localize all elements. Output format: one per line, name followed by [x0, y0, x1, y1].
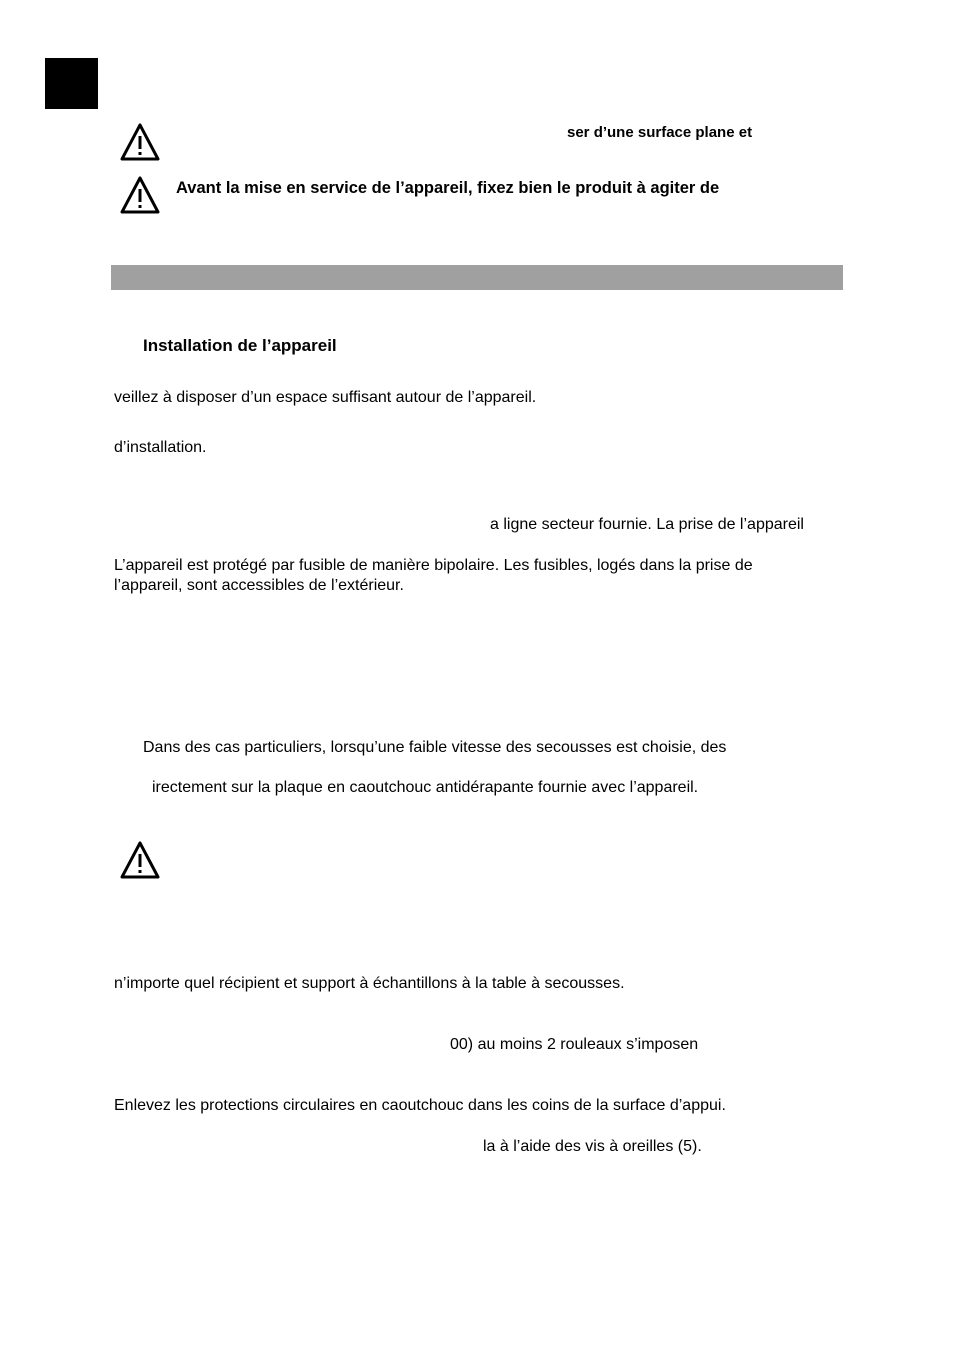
paragraph: irectement sur la plaque en caoutchouc antidérapante fournie avec l’appareil.: [152, 779, 699, 796]
paragraph: L’appareil est protégé par fusible de manière bipolaire. Les fusibles, logés dans la prise de: [114, 557, 753, 574]
paragraph: n’importe quel récipient et support à échantillons à la table à secousses.: [114, 975, 625, 992]
paragraph: veillez à disposer d’un espace suffisant autour de l’appareil.: [114, 389, 537, 406]
warning-text-1: ser d’une surface plane et: [567, 124, 753, 141]
warning-triangle-icon: [119, 840, 161, 880]
warning-triangle-icon: [119, 175, 161, 215]
warning-triangle-icon: [119, 122, 161, 162]
paragraph: 00) au moins 2 rouleaux s’imposen: [450, 1036, 699, 1053]
paragraph: a ligne secteur fournie. La prise de l’appareil: [490, 516, 804, 533]
paragraph: Dans des cas particuliers, lorsqu’une faible vitesse des secousses est choisie, des: [143, 739, 727, 756]
section-header-bar: [111, 265, 843, 290]
paragraph: l’appareil, sont accessibles de l’extérieur.: [114, 577, 404, 594]
paragraph: Enlevez les protections circulaires en caoutchouc dans les coins de la surface d’appui.: [114, 1097, 726, 1114]
paragraph: d’installation.: [114, 439, 207, 456]
section-heading: Installation de l’appareil: [143, 336, 337, 355]
language-tab-marker: [45, 58, 98, 109]
paragraph: la à l’aide des vis à oreilles (5).: [483, 1138, 702, 1155]
warning-text-2: Avant la mise en service de l’appareil, fixez bien le produit à agiter de: [176, 179, 720, 197]
